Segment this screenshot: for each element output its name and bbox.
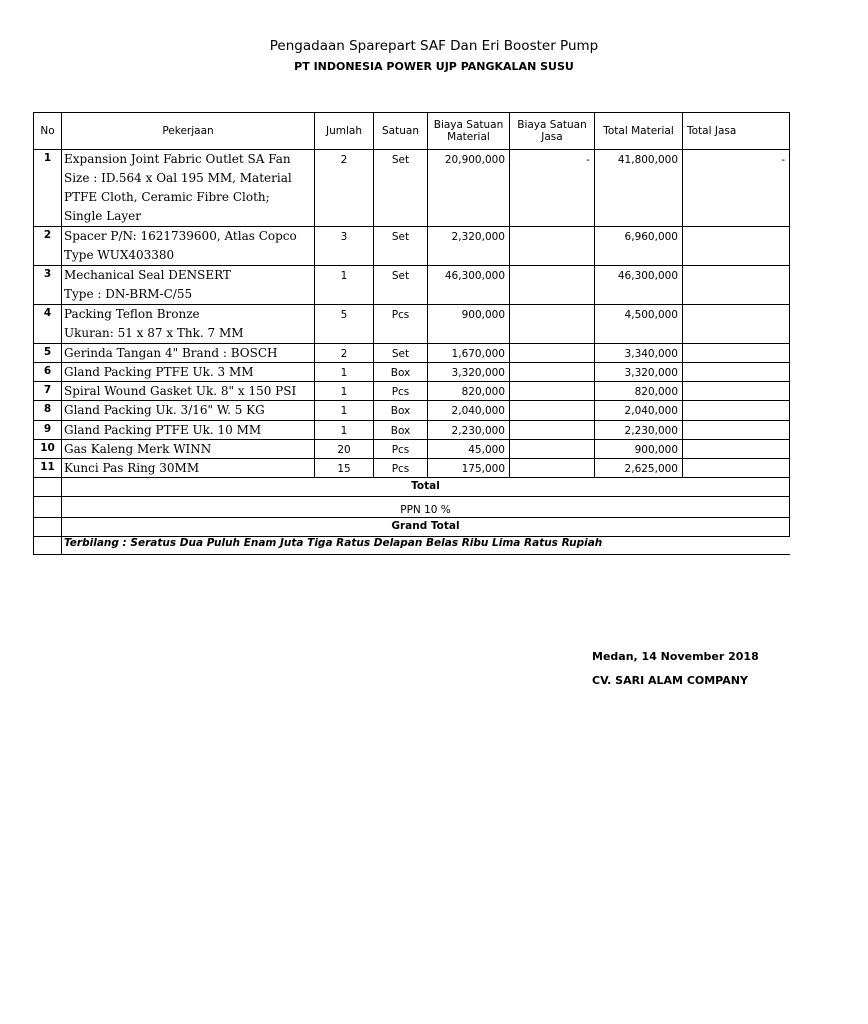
row-total-service [683, 401, 790, 421]
ppn-row [34, 497, 790, 518]
row-description: Spacer P/N: 1621739600, Atlas Copco Type WUX403380 [62, 227, 315, 266]
col-header-biaya-satuan-jasa: Biaya Satuan Jasa [510, 113, 595, 150]
row-description: Gerinda Tangan 4" Brand : BOSCH [62, 344, 315, 363]
row-unit-service-cost [510, 344, 595, 363]
total-row [34, 478, 790, 497]
col-header-no: No [34, 113, 62, 150]
row-unit-material-cost: 1,670,000 [428, 344, 510, 363]
row-unit: Box [374, 421, 428, 440]
table-header-row [34, 113, 790, 150]
row-total-service [683, 227, 790, 266]
row-total-material: 3,340,000 [595, 344, 683, 363]
col-header-jumlah: Jumlah [315, 113, 374, 150]
row-unit: Box [374, 363, 428, 382]
table-row [34, 401, 790, 421]
total-label: Total [62, 478, 790, 497]
grand-total-row [34, 518, 790, 537]
row-total-service [683, 459, 790, 478]
col-header-pekerjaan: Pekerjaan [62, 113, 315, 150]
ppn-label: PPN 10 % [62, 497, 790, 518]
row-number: 9 [34, 421, 62, 440]
row-description: Gas Kaleng Merk WINN [62, 440, 315, 459]
row-unit-material-cost: 900,000 [428, 305, 510, 344]
row-unit: Set [374, 227, 428, 266]
row-unit-service-cost [510, 227, 595, 266]
row-description: Packing Teflon Bronze Ukuran: 51 x 87 x Thk. 7 MM [62, 305, 315, 344]
row-unit-material-cost: 2,230,000 [428, 421, 510, 440]
row-description: Gland Packing PTFE Uk. 3 MM [62, 363, 315, 382]
row-total-service [683, 440, 790, 459]
row-total-service [683, 305, 790, 344]
row-number: 2 [34, 227, 62, 266]
row-quantity: 1 [315, 401, 374, 421]
row-total-service [683, 363, 790, 382]
row-unit: Pcs [374, 459, 428, 478]
row-number: 4 [34, 305, 62, 344]
row-unit-service-cost [510, 363, 595, 382]
row-quantity: 5 [315, 305, 374, 344]
row-total-material: 2,040,000 [595, 401, 683, 421]
row-quantity: 1 [315, 382, 374, 401]
row-quantity: 3 [315, 227, 374, 266]
row-number: 1 [34, 150, 62, 227]
table-row [34, 382, 790, 401]
row-total-material: 2,230,000 [595, 421, 683, 440]
row-total-service [683, 421, 790, 440]
row-unit-material-cost: 820,000 [428, 382, 510, 401]
row-unit-material-cost: 20,900,000 [428, 150, 510, 227]
row-total-service [683, 344, 790, 363]
row-unit-service-cost [510, 305, 595, 344]
row-unit-material-cost: 46,300,000 [428, 266, 510, 305]
row-description: Expansion Joint Fabric Outlet SA Fan Size : ID.564 x Oal 195 MM, Material PTFE Cloth, Ceramic Fibre Cloth; Single Layer [62, 150, 315, 227]
row-unit: Set [374, 150, 428, 227]
row-description: Spiral Wound Gasket Uk. 8" x 150 PSI [62, 382, 315, 401]
row-unit-material-cost: 45,000 [428, 440, 510, 459]
row-total-material: 2,625,000 [595, 459, 683, 478]
row-unit: Pcs [374, 305, 428, 344]
row-number: 11 [34, 459, 62, 478]
row-unit-service-cost [510, 401, 595, 421]
row-quantity: 20 [315, 440, 374, 459]
col-header-total-material: Total Material [595, 113, 683, 150]
amount-in-words-row [34, 537, 790, 555]
table-row [34, 440, 790, 459]
document-title: Pengadaan Sparepart SAF Dan Eri Booster Pump [269, 38, 599, 54]
row-unit: Set [374, 344, 428, 363]
row-total-material: 3,320,000 [595, 363, 683, 382]
table-row [34, 150, 790, 227]
table-row [34, 363, 790, 382]
table-row [34, 344, 790, 363]
row-unit-service-cost [510, 459, 595, 478]
grand-total-label: Grand Total [62, 518, 790, 537]
row-unit-material-cost: 2,040,000 [428, 401, 510, 421]
table-row [34, 459, 790, 478]
row-total-material: 900,000 [595, 440, 683, 459]
row-unit-material-cost: 175,000 [428, 459, 510, 478]
row-unit: Pcs [374, 382, 428, 401]
row-description: Gland Packing Uk. 3/16" W. 5 KG [62, 401, 315, 421]
row-unit-service-cost [510, 421, 595, 440]
col-header-biaya-satuan-material: Biaya Satuan Material [428, 113, 510, 150]
row-unit-service-cost [510, 382, 595, 401]
row-unit: Pcs [374, 440, 428, 459]
row-total-service [683, 266, 790, 305]
row-total-service: - [683, 150, 790, 227]
row-unit-material-cost: 2,320,000 [428, 227, 510, 266]
row-total-service [683, 382, 790, 401]
amount-in-words: Terbilang : Seratus Dua Puluh Enam Juta Tiga Ratus Delapan Belas Ribu Lima Ratus Rupiah [62, 537, 790, 555]
signature-date: Medan, 14 November 2018 [592, 650, 759, 663]
row-number: 3 [34, 266, 62, 305]
row-number: 8 [34, 401, 62, 421]
row-number: 6 [34, 363, 62, 382]
table-row [34, 227, 790, 266]
table-row [34, 266, 790, 305]
row-unit: Box [374, 401, 428, 421]
row-quantity: 1 [315, 421, 374, 440]
row-unit-material-cost: 3,320,000 [428, 363, 510, 382]
col-header-satuan: Satuan [374, 113, 428, 150]
row-number: 7 [34, 382, 62, 401]
row-unit: Set [374, 266, 428, 305]
company-subtitle: PT INDONESIA POWER UJP PANGKALAN SUSU [294, 60, 574, 73]
row-total-material: 46,300,000 [595, 266, 683, 305]
row-quantity: 15 [315, 459, 374, 478]
row-unit-service-cost [510, 440, 595, 459]
row-quantity: 1 [315, 363, 374, 382]
row-quantity: 2 [315, 344, 374, 363]
row-total-material: 4,500,000 [595, 305, 683, 344]
quotation-table-area [33, 112, 785, 553]
row-number: 5 [34, 344, 62, 363]
col-header-total-jasa: Total Jasa [683, 113, 790, 150]
row-total-material: 820,000 [595, 382, 683, 401]
row-number: 10 [34, 440, 62, 459]
row-description: Mechanical Seal DENSERT Type : DN-BRM-C/55 [62, 266, 315, 305]
row-unit-service-cost: - [510, 150, 595, 227]
row-description: Kunci Pas Ring 30MM [62, 459, 315, 478]
table-row [34, 305, 790, 344]
quotation-table [33, 112, 790, 555]
row-quantity: 1 [315, 266, 374, 305]
table-row [34, 421, 790, 440]
row-unit-service-cost [510, 266, 595, 305]
row-total-material: 6,960,000 [595, 227, 683, 266]
row-quantity: 2 [315, 150, 374, 227]
signature-company: CV. SARI ALAM COMPANY [592, 674, 748, 687]
row-total-material: 41,800,000 [595, 150, 683, 227]
row-description: Gland Packing PTFE Uk. 10 MM [62, 421, 315, 440]
